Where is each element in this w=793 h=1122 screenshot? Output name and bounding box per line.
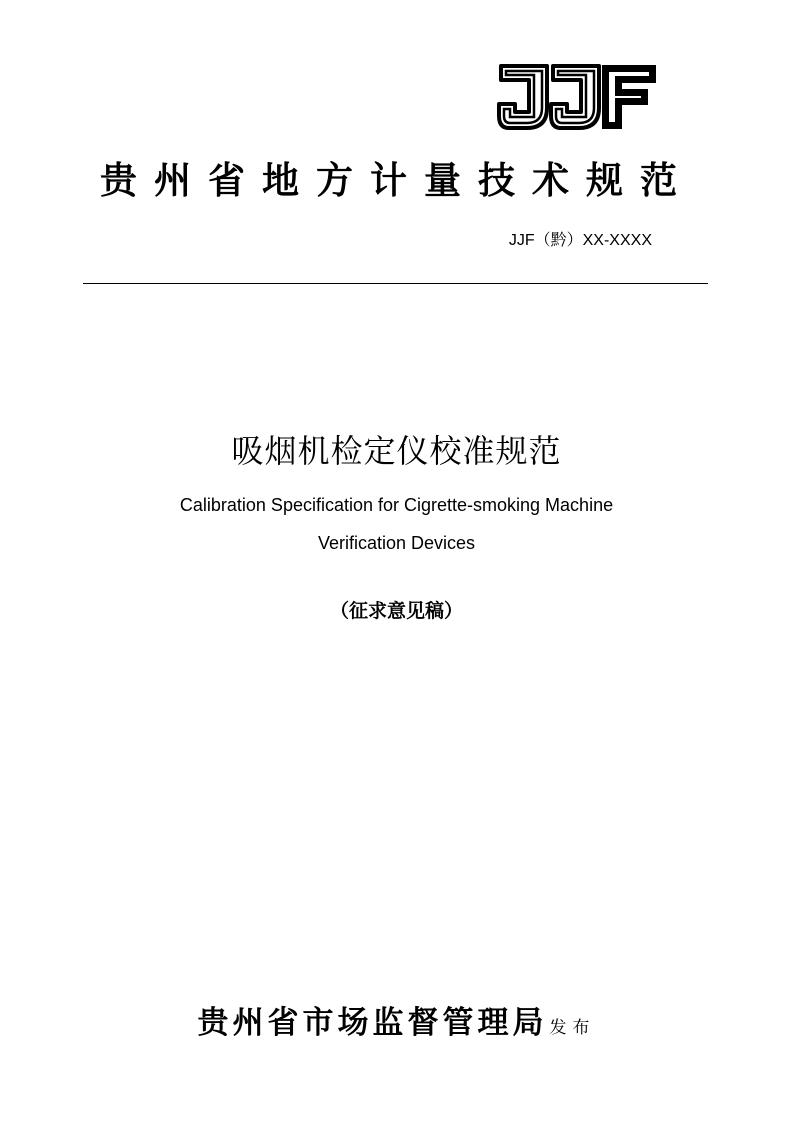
jjf-logo <box>497 64 657 132</box>
logo-letter-j2 <box>551 66 599 128</box>
org-title: 贵州省地方计量技术规范 <box>100 158 694 202</box>
document-title-chinese: 吸烟机检定仪校准规范 <box>231 432 562 470</box>
issue-label: 发布 <box>549 1018 596 1038</box>
issuer-block <box>0 998 793 1053</box>
logo-letter-j1 <box>499 66 547 128</box>
draft-status: （征求意见稿） <box>329 600 463 622</box>
document-title-english-line1: Calibration Specification for Cigrette-smoking Machine <box>179 495 614 515</box>
issuer-name: 贵州省市场监督管理局 <box>197 1005 548 1041</box>
jjf-logo-graphic <box>497 64 657 132</box>
document-title-english-line2: Verification Devices <box>317 533 476 553</box>
header-divider <box>83 283 708 284</box>
logo-letter-f <box>603 66 655 128</box>
document-number: JJF（黔）XX-XXXX <box>508 232 652 249</box>
